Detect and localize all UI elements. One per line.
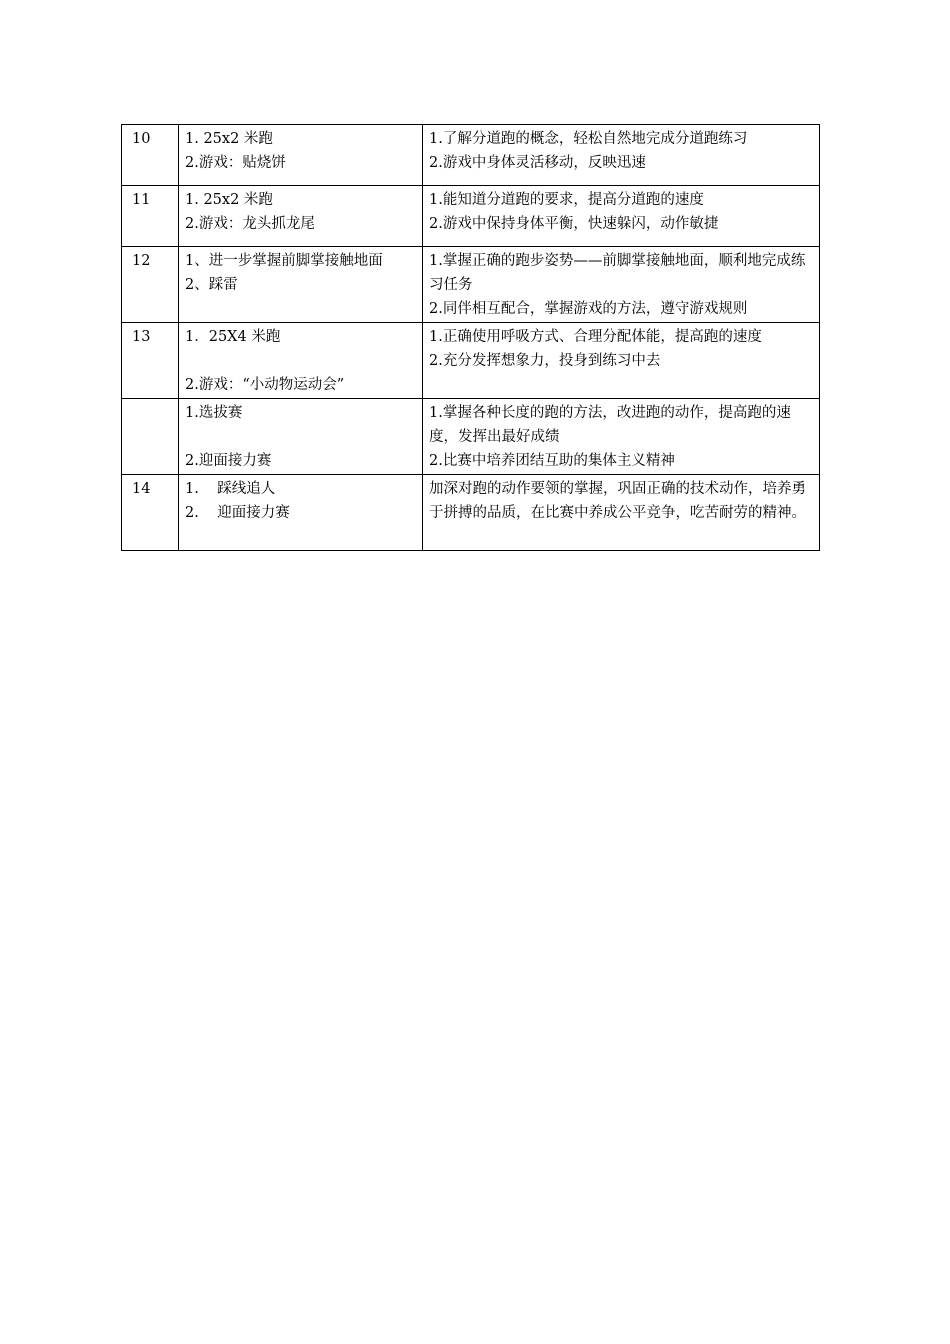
goal-line: 2.充分发挥想象力，投身到练习中去 [429, 353, 661, 369]
content-line: 2.游戏：“小动物运动会” [185, 377, 345, 393]
content-line: 2、踩雷 [185, 277, 238, 293]
goal-line: 1.掌握正确的跑步姿势——前脚掌接触地面，顺利地完成练习任务 [429, 253, 806, 293]
content-line: 2.游戏：龙头抓龙尾 [185, 216, 315, 232]
table-row [122, 186, 820, 247]
table-row [122, 399, 820, 475]
lesson-number: 13 [122, 323, 179, 399]
lesson-content [179, 475, 423, 551]
table-row [122, 125, 820, 186]
content-line: 1. 踩线追人 [185, 481, 276, 497]
goal-line: 2.同伴相互配合，掌握游戏的方法，遵守游戏规则 [429, 301, 748, 317]
lesson-goals [423, 247, 820, 323]
lesson-content [179, 323, 423, 399]
content-line: 1. 25x2 米跑 [185, 192, 273, 208]
lesson-content [179, 186, 423, 247]
lesson-number: 12 [122, 247, 179, 323]
lesson-goals [423, 125, 820, 186]
goal-line: 1.能知道分道跑的要求，提高分道跑的速度 [429, 192, 704, 208]
goal-line: 1.掌握各种长度的跑的方法，改进跑的动作，提高跑的速度，发挥出最好成绩 [429, 405, 791, 445]
content-line: 2.游戏：贴烧饼 [185, 155, 286, 171]
goal-line: 2.游戏中身体灵活移动，反映迅速 [429, 155, 646, 171]
goal-line: 1.了解分道跑的概念，轻松自然地完成分道跑练习 [429, 131, 748, 147]
lesson-goals [423, 186, 820, 247]
goal-line: 2.游戏中保持身体平衡，快速躲闪，动作敏捷 [429, 216, 719, 232]
lesson-number [122, 399, 179, 475]
lesson-number: 11 [122, 186, 179, 247]
goal-line: 2.比赛中培养团结互助的集体主义精神 [429, 453, 675, 469]
table-row [122, 475, 820, 551]
content-line: 1．25X4 米跑 [185, 329, 281, 345]
lesson-goals [423, 475, 820, 551]
lesson-goals [423, 323, 820, 399]
content-line: 1.选拔赛 [185, 405, 243, 421]
content-line: 2.迎面接力赛 [185, 453, 272, 469]
goal-line: 加深对跑的动作要领的掌握，巩固正确的技术动作，培养勇于拼搏的品质，在比赛中养成公平竞争，吃苦耐劳的精神。 [429, 481, 806, 521]
lesson-content [179, 247, 423, 323]
lesson-goals [423, 399, 820, 475]
table-row [122, 323, 820, 399]
lesson-number: 14 [122, 475, 179, 551]
goal-line: 1.正确使用呼吸方式、合理分配体能，提高跑的速度 [429, 329, 762, 345]
content-line: 1. 25x2 米跑 [185, 131, 273, 147]
lesson-plan-table [121, 124, 820, 551]
lesson-content [179, 399, 423, 475]
lesson-content [179, 125, 423, 186]
lesson-number: 10 [122, 125, 179, 186]
content-line: 1、进一步掌握前脚掌接触地面 [185, 253, 383, 269]
content-line: 2. 迎面接力赛 [185, 505, 290, 521]
table-row [122, 247, 820, 323]
